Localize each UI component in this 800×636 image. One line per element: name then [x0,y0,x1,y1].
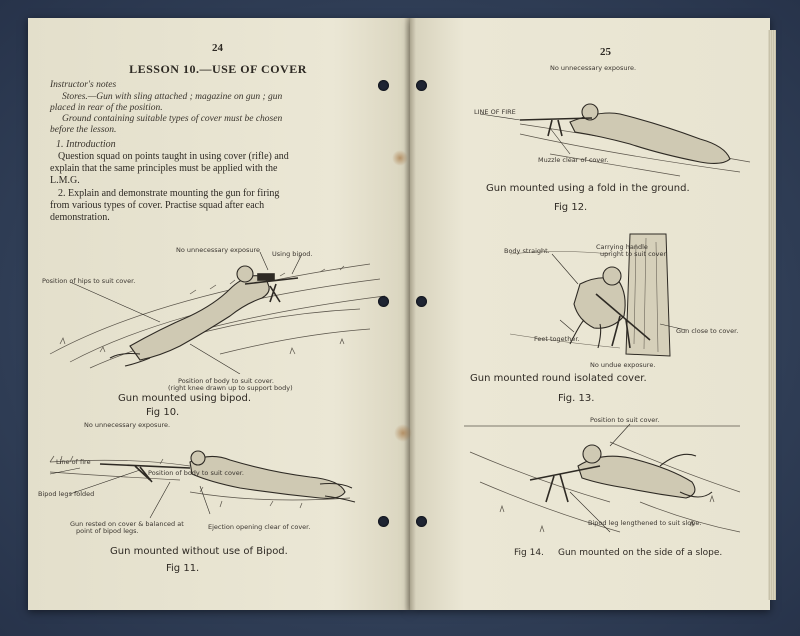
fig10-ann-no-exposure: No unnecessary exposure [176,246,261,254]
fig13-ann-gun-close: Gun close to cover. [676,327,739,335]
fig11-ann-rested-1: Gun rested on cover & balanced at [70,520,184,528]
punch-hole [378,516,389,527]
ground-line-1: Ground containing suitable types of cover must be chosen [62,114,283,124]
section-2-line-1: 2. Explain and demonstrate mounting the gun for firing [58,188,280,199]
fig11-ann-ejection: Ejection opening clear of cover. [208,523,311,531]
page-number-left: 24 [212,42,223,54]
rust-stain [392,150,408,166]
lesson-title: LESSON 10.—USE OF COVER [129,62,307,76]
fig14-ann-bipod: Bipod leg lengthened to suit slope. [588,519,702,527]
fig13-ann-body-straight: Body straight. [504,247,550,255]
rust-stain [394,424,412,442]
fig12-caption: Gun mounted using a fold in the ground. [486,183,690,194]
section-1-line-2: explain that the same principles must be applied with the [50,163,278,174]
stores-line-2: placed in rear of the position. [50,103,163,113]
fig10-ann-body-1: Position of body to suit cover. [178,377,274,385]
fig10-label: Fig 10. [146,407,180,418]
section-1-heading: 1. Introduction [56,139,116,150]
fig12-ann-muzzle: Muzzle clear of cover. [538,156,609,164]
stores-line-1: Stores.—Gun with sling attached ; magazine on gun ; gun [62,92,283,102]
fig13-ann-carrying-1: Carrying handle [596,243,648,251]
fig12-label: Fig 12. [554,202,588,213]
fig10-caption: Gun mounted using bipod. [118,393,252,404]
fig14-caption: Gun mounted on the side of a slope. [558,548,723,558]
right-page [410,18,770,610]
section-1-line-1: Question squad on points taught in using cover (rifle) and [58,151,289,162]
fig11-ann-rested-2: point of bipod legs. [76,527,139,535]
section-2-line-2: from various types of cover. Practise squad after each [50,200,265,211]
fig11-ann-bipod-folded: Bipod legs folded [38,490,95,498]
page-edge [768,30,776,600]
ground-line-2: before the lesson. [50,125,117,135]
punch-hole [416,296,427,307]
fig14-ann-position: Position to suit cover. [590,416,660,424]
fig12-illustration [460,84,760,184]
fig11-ann-body-cover: Position of body to suit cover. [148,469,244,477]
fig11-caption: Gun mounted without use of Bipod. [110,546,288,557]
fig10-ann-using-bipod: Using bipod. [272,250,313,258]
fig11-ann-no-exposure: No unnecessary exposure. [84,421,171,429]
fig14-illustration [460,422,760,552]
fig10-illustration [40,234,400,374]
fig11-label: Fig 11. [166,563,200,574]
fig13-ann-no-undue: No undue exposure. [590,361,656,369]
fig13-label: Fig. 13. [558,393,595,404]
fig14-label: Fig 14. [514,548,544,558]
instructor-notes-label: Instructor's notes [50,80,117,90]
left-page [28,18,410,610]
book-spine [404,18,416,610]
fig11-illustration [40,422,390,532]
punch-hole [378,296,389,307]
fig12-ann-no-exposure: No unnecessary exposure. [550,64,637,72]
fig13-ann-feet: Feet together. [534,335,580,343]
section-1-line-3: L.M.G. [50,175,80,186]
punch-hole [416,80,427,91]
fig13-caption: Gun mounted round isolated cover. [470,373,647,384]
punch-hole [378,80,389,91]
fig12-ann-line-of-fire: LINE OF FIRE [474,108,516,116]
punch-hole [416,516,427,527]
page-number-right: 25 [600,46,611,58]
section-2-line-3: demonstration. [50,212,110,223]
fig10-ann-body-2: (right knee drawn up to support body) [168,384,293,392]
fig11-ann-line-of-fire: Line of fire [56,458,91,466]
fig13-ann-carrying-2: upright to suit cover. [600,250,668,258]
fig10-ann-hips: Position of hips to suit cover. [42,277,136,285]
